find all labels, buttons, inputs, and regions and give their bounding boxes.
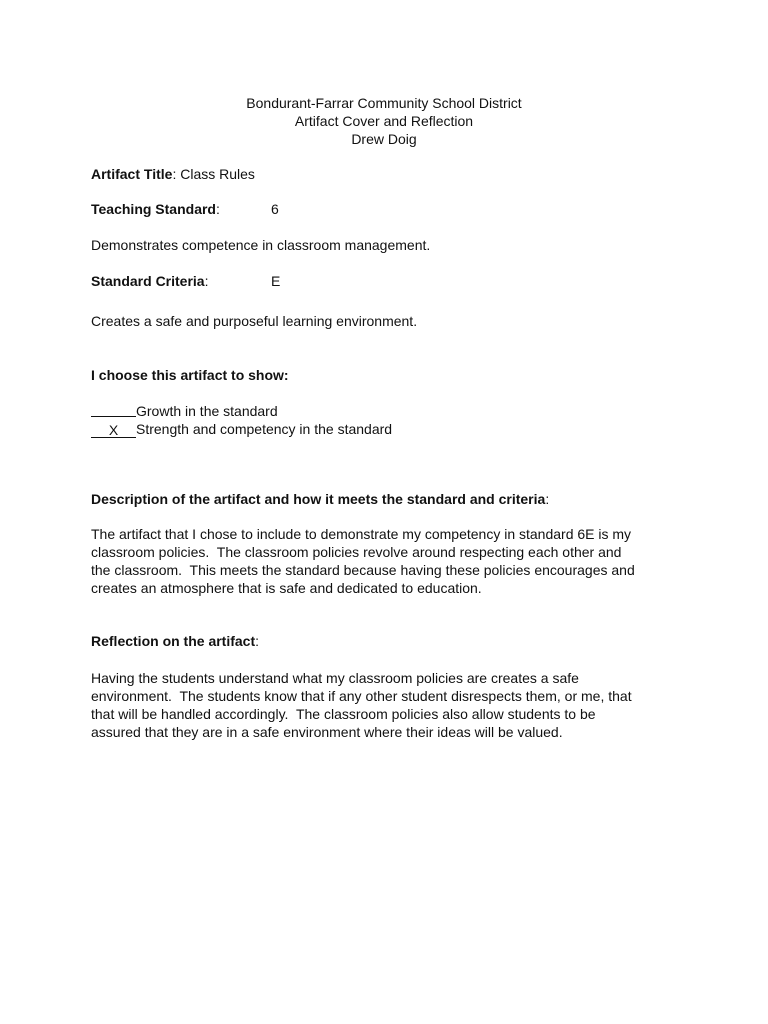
standard-criteria-row [91,272,691,290]
teaching-standard-value: 6 [271,201,279,217]
document-title: Artifact Cover and Reflection [294,113,474,129]
artifact-title-separator: : [172,166,181,182]
reflection-heading-row [91,632,691,650]
choose-option-blank [91,402,136,417]
description-paragraph [91,525,691,597]
paragraph-line: assured that they are in a safe environment where their ideas will be valued. [91,724,563,740]
standard-criteria-label: Standard Criteria [91,273,205,289]
teaching-standard-description: Demonstrates competence in classroom management. [91,237,431,253]
choose-option-strength [91,420,691,438]
artifact-title-label: Artifact Title [91,166,173,182]
reflection-paragraph [91,669,691,741]
paragraph-line: Having the students understand what my classroom policies are creates a safe [91,670,579,686]
paragraph-line: creates an atmosphere that is safe and dedicated to education. [91,580,482,596]
paragraph-line: classroom policies. The classroom policies revolve around respecting each other and [91,544,622,560]
paragraph-line: the classroom. This meets the standard because having these policies encourages and [91,562,635,578]
paragraph-line: The artifact that I chose to include to demonstrate my competency in standard 6E is my [91,526,632,542]
author-name: Drew Doig [351,131,417,147]
standard-criteria-value: E [271,273,281,289]
artifact-title-value: Class Rules [180,166,255,182]
teaching-standard-label: Teaching Standard [91,201,216,217]
reflection-heading: Reflection on the artifact [91,633,256,649]
description-heading-row [91,490,691,508]
district-name: Bondurant-Farrar Community School District [246,95,522,111]
description-heading: Description of the artifact and how it meets the standard and criteria [91,491,546,507]
document-header [0,94,768,148]
paragraph-line: environment. The students know that if any other student disrespects them, or me, that [91,688,632,704]
choose-option-growth [91,401,691,420]
paragraph-line: that will be handled accordingly. The classroom policies also allow students to be [91,706,596,722]
choose-heading: I choose this artifact to show: [91,367,289,383]
choose-option-label: Strength and competency in the standard [136,421,393,437]
standard-criteria-separator: : [204,273,209,289]
standard-criteria-description: Creates a safe and purposeful learning environment. [91,313,418,329]
teaching-standard-row [91,200,691,218]
choose-option-blank: X [91,423,136,438]
reflection-heading-separator: : [255,633,260,649]
choose-option-label: Growth in the standard [136,403,278,419]
teaching-standard-separator: : [215,201,220,217]
artifact-title-row [91,165,691,183]
description-heading-separator: : [545,491,550,507]
choose-options [91,401,691,438]
